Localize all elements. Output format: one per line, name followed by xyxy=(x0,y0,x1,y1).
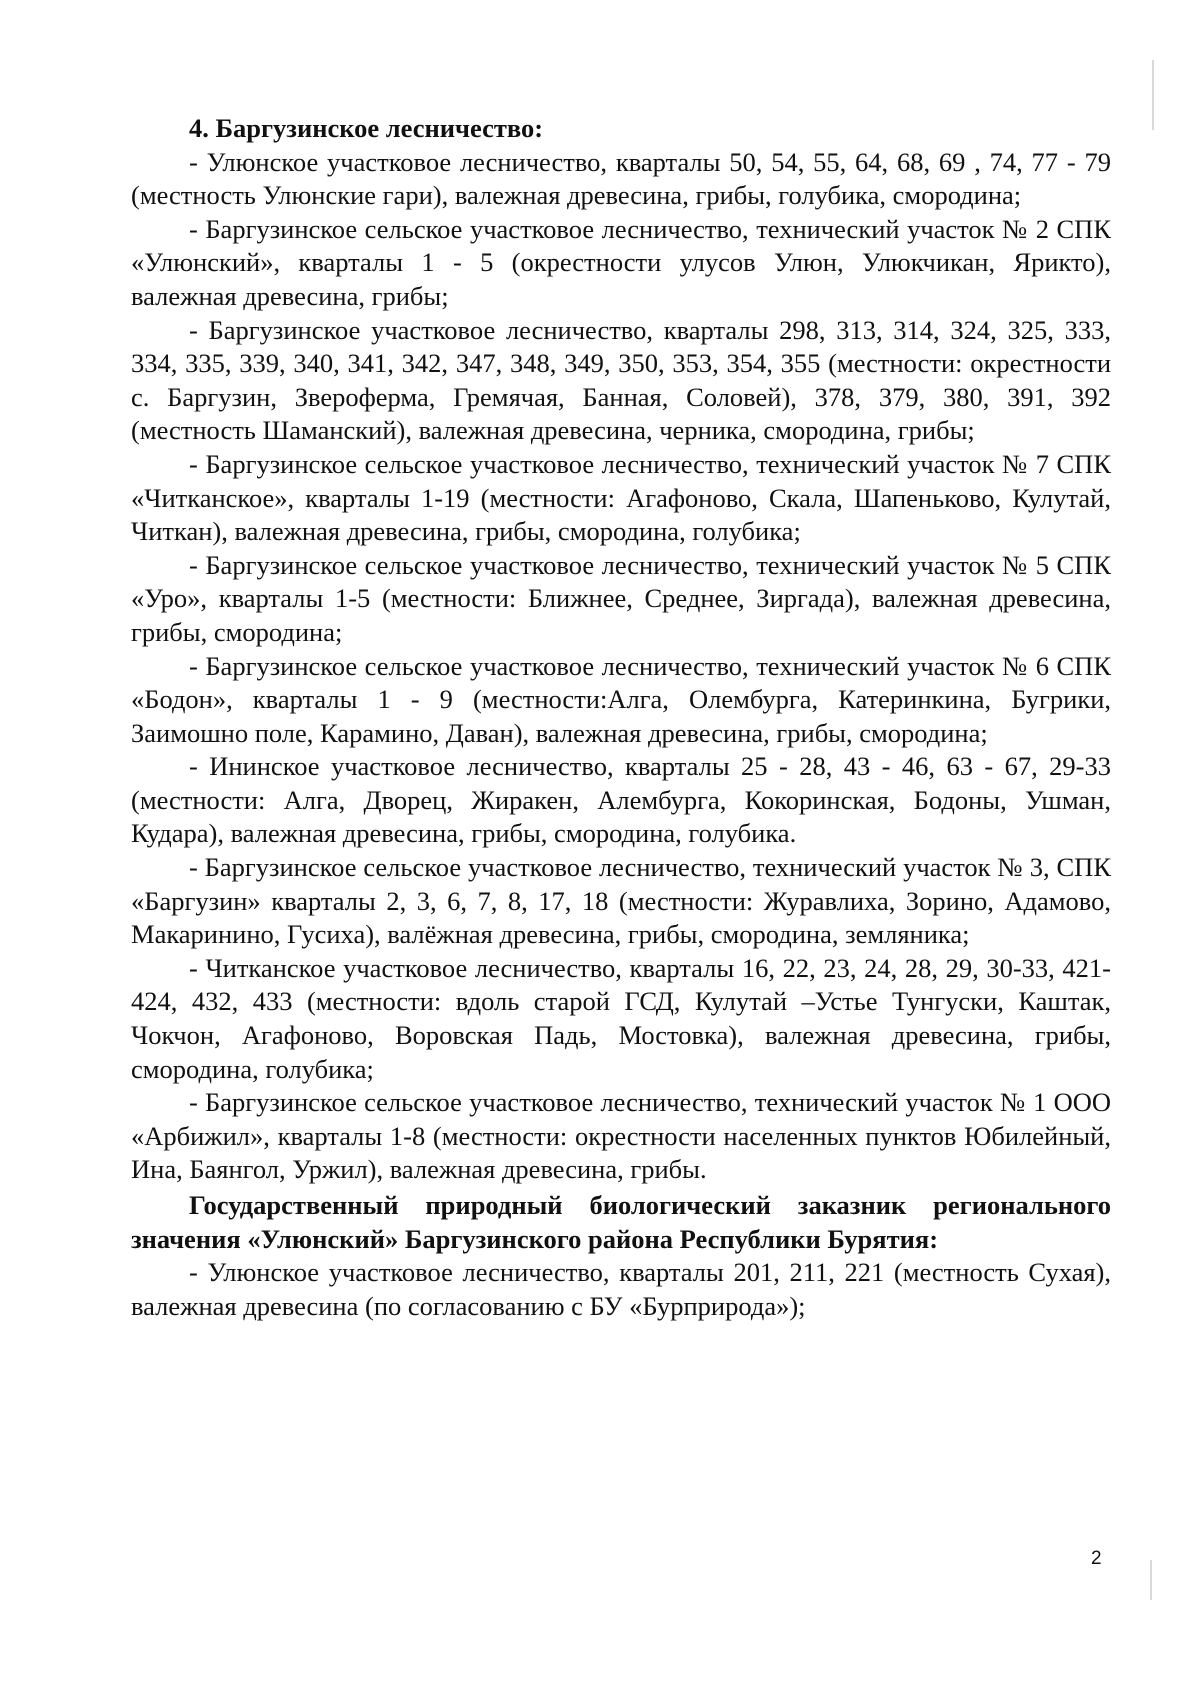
page-number: 2 xyxy=(1091,1548,1102,1569)
scan-edge-mark xyxy=(1152,60,1154,130)
paragraph-ulyun: - Улюнское участковое лесничество, кварталы 50, 54, 55, 64, 68, 69 , 74, 77 - 79 (местность Улюнские гари), валежная древесина, грибы, голубика, смородина; xyxy=(131,146,1111,211)
paragraph-ininskoe: - Ининское участковое лесничество, кварталы 25 - 28, 43 - 46, 63 - 67, 29-33 (местности: Алга, Дворец, Жиракен, Алембурга, Кокоринская, Бодоны, Ушман, Кудара), валежная древесина, грибы, смородина, голубика. xyxy=(131,751,1111,849)
document-body xyxy=(131,112,1111,1323)
section-heading: 4. Баргузинское лесничество: xyxy=(189,113,544,143)
scan-edge-mark xyxy=(1150,1560,1152,1600)
paragraph-spk-chitkanskoe: - Баргузинское сельское участковое лесничество, технический участок № 7 СПК «Читканское», кварталы 1-19 (местности: Агафоново, Скала, Шапеньково, Кулутай, Читкан), валежная древесина, грибы, смородина, голубика; xyxy=(131,448,1111,547)
paragraph-spk-bodon: - Баргузинское сельское участковое лесничество, технический участок № 6 СПК «Бодон», кварталы 1 - 9 (местности:Алга, Олембурга, Катеринкина, Бугрики, Заимошно поле, Карамино, Даван), валежная древесина, грибы, смородина; xyxy=(131,650,1111,748)
reserve-heading: Государственный природный биологический заказник регионального значения «Улюнский» Баргузинского района Республики Бурятия: xyxy=(131,1190,1111,1254)
paragraph-arbizhil: - Баргузинское сельское участковое лесничество, технический участок № 1 ООО «Арбижил», кварталы 1-8 (местности: окрестности населенных пунктов Юбилейный, Ина, Баянгол, Уржил), валежная древесина, грибы. xyxy=(131,1087,1111,1185)
paragraph-barguzin-forestry: - Баргузинское участковое лесничество, кварталы 298, 313, 314, 324, 325, 333, 334, 335, 339, 340, 341, 342, 347, 348, 349, 350, 353, 354, 355 (местности: окрестности с. Баргузин, Звероферма, Гремячая, Банная, Соловей), 378, 379, 380, 391, 392 (местность Шаманский), валежная древесина, черника, смородина, грибы; xyxy=(131,314,1111,446)
paragraph-chitkanskoe: - Читканское участковое лесничество, кварталы 16, 22, 23, 24, 28, 29, 30-33, 421-424, 432, 433 (местности: вдоль старой ГСД, Кулутай –Устье Тунгуски, Каштак, Чокчон, Агафоново, Воровская Падь, Мостовка), валежная древесина, грибы, смородина, голубика; xyxy=(131,952,1111,1084)
paragraph-reserve: - Улюнское участковое лесничество, кварталы 201, 211, 221 (местность Сухая), валежная древесина (по согласованию с БУ «Бурприрода»); xyxy=(131,1257,1111,1321)
paragraph-spk-ulyunsky: - Баргузинское сельское участковое лесничество, технический участок № 2 СПК «Улюнский», кварталы 1 - 5 (окрестности улусов Улюн, Улюкчикан, Ярикто), валежная древесина, грибы; xyxy=(131,213,1111,311)
paragraph-spk-uro: - Баргузинское сельское участковое лесничество, технический участок № 5 СПК «Уро», кварталы 1-5 (местности: Ближнее, Среднее, Зиргада), валежная древесина, грибы, смородина; xyxy=(131,549,1111,647)
paragraph-spk-barguzin: - Баргузинское сельское участковое лесничество, технический участок № 3, СПК «Баргузин» кварталы 2, 3, 6, 7, 8, 17, 18 (местности: Журавлиха, Зорино, Адамово, Макаринино, Гусиха), валёжная древесина, грибы, смородина, земляника; xyxy=(131,852,1111,950)
